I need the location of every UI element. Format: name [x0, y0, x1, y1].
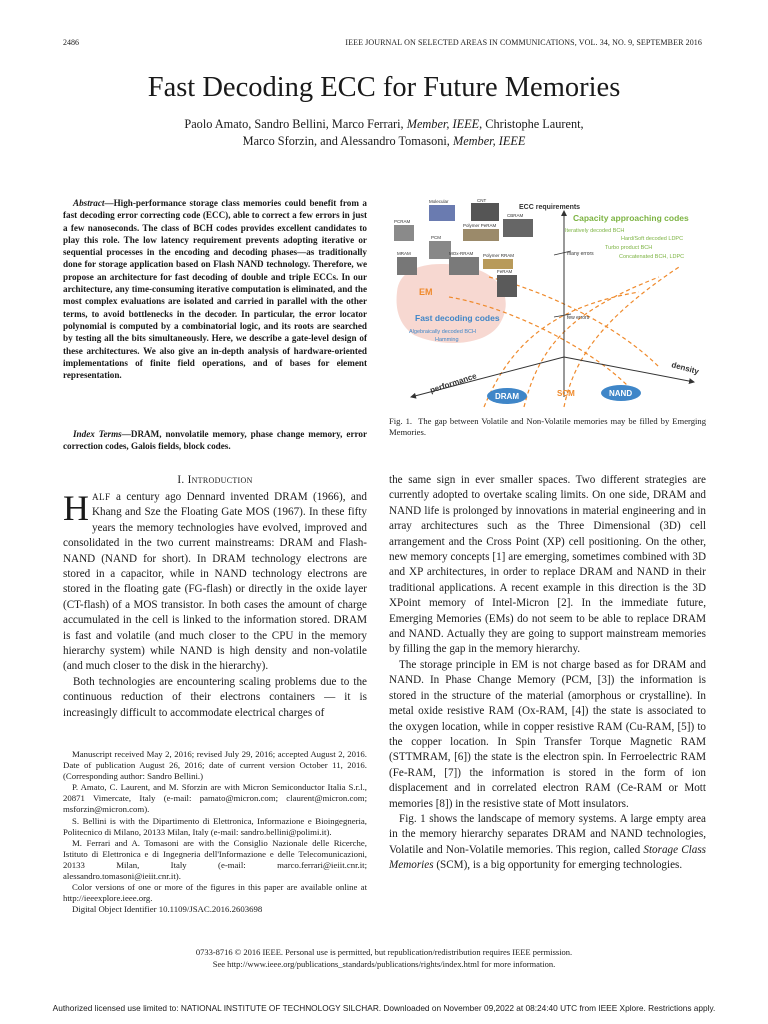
mox-rram-tile	[449, 257, 479, 275]
device-mox-rram: MOx-RRAM	[449, 251, 474, 256]
abstract-lead: Abstract	[73, 198, 105, 208]
nand-label: NAND	[609, 389, 633, 398]
paper-title: Fast Decoding ECC for Future Memories	[147, 72, 621, 103]
mram-tile	[397, 257, 417, 275]
footnote-cnr: M. Ferrari and A. Tomasoni are with the Consiglio Nazionale delle Ricerche, Istituto di Elettronica e di Ingegneria dell'Informazione e delle Telecomunicazioni, 20133 Milan, Italy (e-mail: marco.ferrari@ieiit.cnr.it; alessandro.tomasoni@ieiit.cnr.it).	[63, 837, 367, 882]
footnotes	[63, 749, 367, 915]
copyright-notice	[0, 947, 768, 970]
abstract	[63, 197, 367, 381]
molecular-tile	[429, 205, 455, 221]
device-polymer-rram: Polymer RRAM	[483, 253, 515, 258]
scm-label: SCM	[557, 389, 575, 398]
author-line-2	[120, 133, 648, 150]
device-cbram: CBRAM	[507, 213, 524, 218]
polymer-peram-tile	[463, 229, 499, 241]
capacity-item-2: Hard/Soft decoded LDPC	[621, 236, 684, 242]
footnote-manuscript: Manuscript received May 2, 2016; revised July 29, 2016; accepted August 2, 2016. Date of publication August 26, 2016; date of current version October 11, 2016. (Corresponding author: Sandro Bellini.)	[63, 749, 367, 782]
capacity-item-4: Concatenated BCH, LDPC	[619, 254, 685, 260]
ecc-requirements-label: ECC requirements	[519, 204, 581, 211]
right-paragraph-1: the same sign in ever smaller spaces. Two different strategies are currently adopted to overtake scaling limits. On one side, DRAM and NAND life is prolonged by innovations in material engineering and in array architectures such as the Three Dimensional (3D) cell arrangement and the Cross Point (XP) cell positioning. On the other, new memory concepts [1] are emerging, sometimes combined with 3D and XP architectures, in order to replace DRAM and NAND in their traditional applications. A recent example in this direction is the 3D XPoint memory of Intel-Micron [2]. In the immediate future, Emerging Memories (EMs) do not seem to be able to replace DRAM and NAND. Actually they are going to support mainstream memories by filling the gap in the memory hierarchy.	[389, 474, 706, 656]
em-label: EM	[419, 287, 433, 297]
copyright-line-1: 0733-8716 © 2016 IEEE. Personal use is permitted, but republication/redistribution requires IEEE permission.	[195, 947, 573, 957]
right-column-text	[389, 473, 706, 874]
dram-label: DRAM	[495, 392, 519, 401]
index-terms-lead: Index Terms	[73, 429, 122, 439]
cbram-tile	[503, 219, 533, 237]
intro-paragraph-2: Both technologies are encountering scaling problems due to the continuous reduction of their electrons containers — it is increasingly difficult to accommodate electrical charges of	[63, 675, 367, 719]
page-number: 2486	[63, 38, 79, 47]
device-cnt: CNT	[477, 198, 487, 203]
fast-item-2: Hamming	[435, 337, 459, 343]
caption-text: The gap between Volatile and Non-Volatile memories may be filled by Emerging Memories.	[389, 416, 706, 438]
figure-caption	[389, 416, 706, 438]
figure-1	[389, 197, 706, 411]
index-terms	[63, 428, 367, 453]
device-mram: MRAM	[397, 251, 411, 256]
copyright-line-2: See http://www.ieee.org/publications_standards/publications/rights/index.html for more information.	[212, 958, 556, 969]
intro-text	[63, 490, 367, 721]
authorized-use-notice: Authorized licensed use limited to: NATIONAL INSTITUTE OF TECHNOLOGY SILCHAR. Downloaded on November 09,2022 at 08:24:40 UTC from IEEE Xplore. Restrictions apply.	[52, 1003, 716, 1013]
abstract-text: —High-performance storage class memories could benefit from a fast decoding error correcting code (ECC), able to correct a few errors in just a few nanoseconds. The class of BCH codes provides excellent candidates to play this role. The low latency requirement prevents adopting iterative or sequential processes in the encoding and decoding phases—as traditionally done for storage application based on Flash NAND technology. Therefore, we propose an architecture for fast decoding of double and triple ECCs. In our architecture, any time-consuming iterative computation is eliminated, and the most complex evaluations are isolated and carried in parallel with the other terms, to avoid bottlenecks in the decoder. In particular, the error locator polynomial is computed by a combinatorial logic, and its roots are searched by testing all the bits simultaneously. Here, we describe a gate-level design of these architectures. We also give an in-depth analysis of hardware-oriented implementations of finite field operations, and of bases for element representation.	[63, 198, 367, 381]
right-paragraph-2: The storage principle in EM is not charge based as for DRAM and NAND. In Phase Change Memory (PCM, [3]) the information is stored in the structure of the material (amorphous or crystalline). In metal oxide resistive RAM (Ox-RAM, [4]) the state is associated to the oxygen location, while in copper resistive RAM (Cu-RAM, [5]) to the copper location. In Spin Transfer Torque Magnetic RAM (STTMRAM, [6]) the state is the electron spin. In Ferroelectric RAM (Fe-RAM, [7]) the information is stored in the form of ion displacement and in correlated electron RAM (Ce-RAM or Mott memories [8]) in the resistive state of Mott insulators.	[389, 658, 706, 810]
intro-smallcaps: ALF	[92, 492, 111, 502]
device-pcram: PCRAM	[394, 219, 411, 224]
right-paragraph-3b: (SCM), is a big opportunity for emerging technologies.	[433, 859, 683, 872]
author-names-1: Paolo Amato, Sandro Bellini, Marco Ferrari,	[184, 117, 404, 131]
index-terms-text: —DRAM, nonvolatile memory, phase change memory, error correction codes, Galois fields, block codes.	[63, 429, 367, 452]
device-polymer-peram: Polymer PeRAM	[463, 223, 497, 228]
author-names-2: Marco Sforzin, and Alessandro Tomasoni,	[242, 134, 450, 148]
author-role-1: Member, IEEE	[406, 117, 480, 131]
pcm-tile	[429, 241, 451, 259]
few-errors-label: few errors	[567, 315, 590, 321]
figure-1-diagram	[389, 197, 706, 411]
author-role-2: Member, IEEE	[452, 134, 526, 148]
intro-paragraph-1	[63, 490, 367, 675]
right-paragraph-3a: Fig. 1 shows the landscape of memory systems. A large empty area in the memory hierarchy separates DRAM and NAND technologies, Volatile and Non-Volatile memories. This region, called	[389, 812, 706, 856]
author-list	[120, 116, 648, 150]
footnote-polimi: S. Bellini is with the Dipartimento di Elettronica, Informazione e Bioingegneria, Politecnico di Milano, 20133 Milan, Italy (e-mail: sandro.bellini@polimi.it).	[63, 815, 367, 837]
many-errors-label: many errors	[567, 251, 594, 257]
footnote-color: Color versions of one or more of the figures in this paper are available online at http://ieeexplore.ieee.org.	[63, 882, 367, 904]
author-names-1-tail: , Christophe Laurent,	[479, 117, 584, 131]
device-feram: FeRAM	[497, 269, 513, 274]
performance-label: performance	[428, 371, 478, 395]
section-heading	[63, 474, 367, 486]
section-title: Introduction	[187, 474, 253, 486]
pcram-tile	[394, 225, 414, 241]
cnt-tile	[471, 203, 499, 221]
polymer-rram-tile	[483, 259, 513, 269]
feram-tile	[497, 275, 517, 297]
footnote-doi: Digital Object Identifier 10.1109/JSAC.2016.2603698	[72, 904, 263, 915]
device-pcm: PCM	[431, 235, 441, 240]
fast-codes-title: Fast decoding codes	[415, 313, 500, 323]
caption-label: Fig. 1.	[389, 416, 413, 426]
footnote-micron: P. Amato, C. Laurent, and M. Sforzin are with Micron Semiconductor Italia S.r.l., 20871 Vimercate, Italy (e-mail: pamato@micron.com; claurent@micron.com; msforzin@micron.com).	[63, 782, 367, 815]
capacity-item-1: Iteratively decoded BCH	[565, 228, 625, 234]
scm-term: Storage Class Memories	[389, 843, 706, 872]
fast-item-1: Algebraically decoded BCH	[409, 329, 476, 335]
author-line-1	[120, 116, 648, 133]
dropcap: H	[63, 488, 89, 528]
intro-paragraph-1-text: a century ago Dennard invented DRAM (1966), and Khang and Sze the Floating Gate MOS (1967). In these fifty years the memory technologies have evolved, improved and consolidated in the two current mainstreams: DRAM and Flash-NAND (NAND for short). In DRAM technology electrons are stored in a capacitor, while in NAND technology electrons are stored in the floating gate (FG-flash) or directly in the oxide layer (CT-flash) of a MOS transistor. In both cases the amount of charge accumulated in the cell is linked to the information stored. DRAM is fast and volatile (and much closer to the CPU in the memory hierarchy system) while NAND is high density and non-volatile (and much closer to the disk in the hierarchy).	[63, 491, 367, 673]
density-label: density	[670, 360, 700, 377]
capacity-item-3: Turbo product BCH	[605, 245, 653, 251]
journal-header: IEEE JOURNAL ON SELECTED AREAS IN COMMUNICATIONS, VOL. 34, NO. 9, SEPTEMBER 2016	[345, 38, 702, 47]
device-molecular: Molecular	[429, 199, 449, 204]
capacity-codes-title: Capacity approaching codes	[573, 213, 689, 223]
right-paragraph-3	[389, 812, 706, 874]
section-number: I.	[177, 474, 185, 486]
